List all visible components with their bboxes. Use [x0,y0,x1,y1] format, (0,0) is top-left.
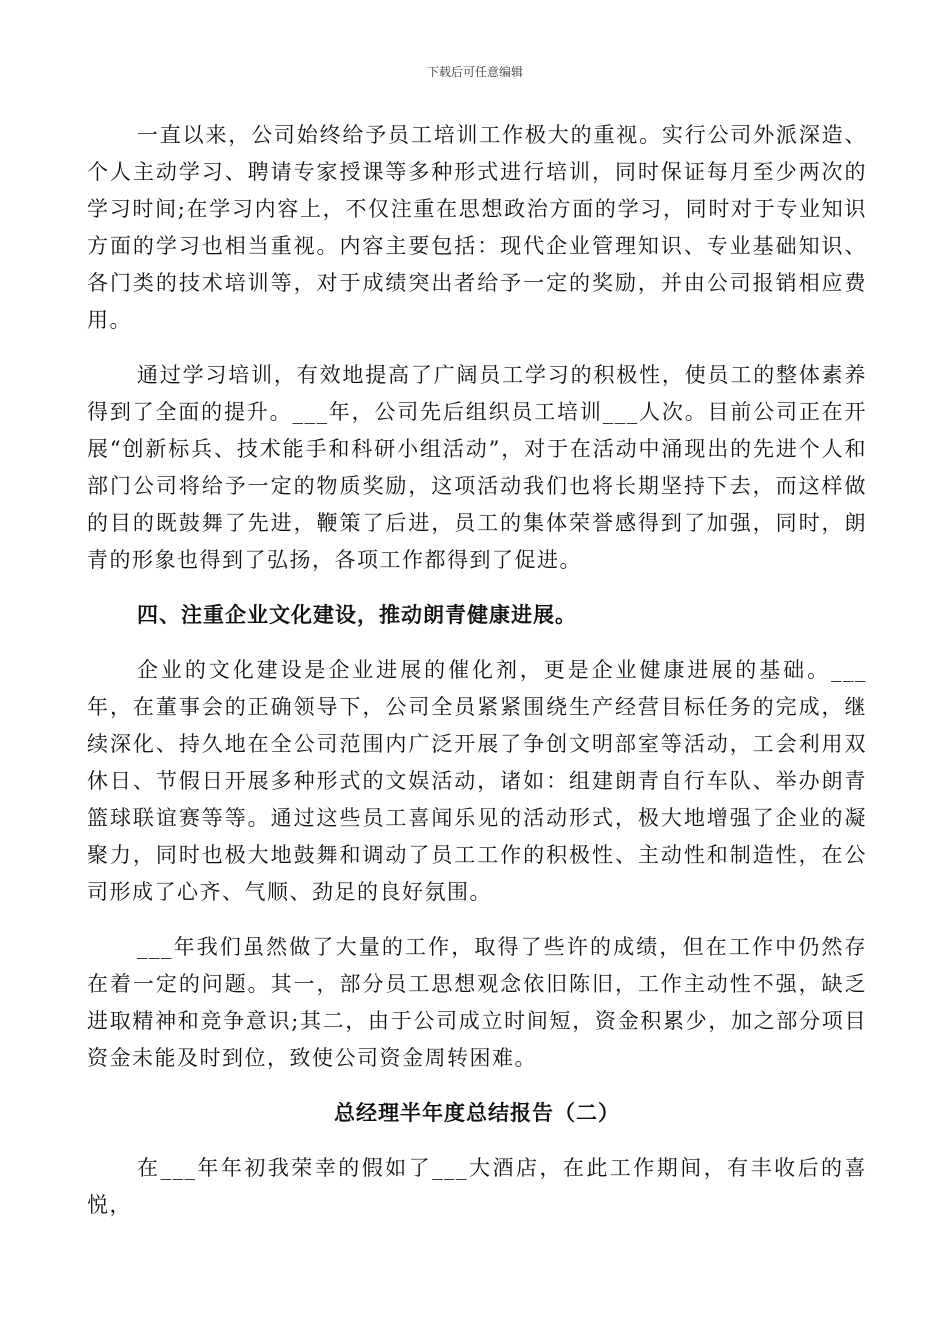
paragraph-training: 一直以来，公司始终给予员工培训工作极大的重视。实行公司外派深造、个人主动学习、聘请专家授课等多种形式进行培训，同时保证每月至少两次的学习时间;在学习内容上，不仅注重在思想政治方面的学习，同时对于专业知识方面的学习也相当重视。内容主要包括：现代企业管理知识、专业基础知识、各门类的技术培训等，对于成绩突出者给予一定的奖励，并由公司报销相应费用。 [87,123,867,332]
document-body [87,117,867,1242]
section-heading-culture: 四、注重企业文化建设，推动朗青健康进展。 [137,603,577,627]
document-title: 总经理半年度总结报告（二） [334,1101,620,1125]
paragraph-training-results: 通过学习培训，有效地提高了广阔员工学习的积极性，使员工的整体素养得到了全面的提升。___年，公司先后组织员工培训___人次。目前公司正在开展“创新标兵、技术能手和科研小组活动”，对于在活动中涌现出的先进个人和部门公司将给予一定的物质奖励，这项活动我们也将长期坚持下去，而这样做的目的既鼓舞了先进，鞭策了后进，员工的集体荣誉感得到了加强，同时，朗青的形象也得到了弘扬，各项工作都得到了促进。 [87,363,867,572]
page-header-note: 下载后可任意编辑 [426,65,523,79]
paragraph-intro-two: 在___年年初我荣幸的假如了___大酒店，在此工作期间，有丰收后的喜悦， [87,1156,867,1217]
paragraph-culture: 企业的文化建设是企业进展的催化剂，更是企业健康进展的基础。___年，在董事会的正确领导下，公司全员紧紧围绕生产经营目标任务的完成，继续深化、持久地在全公司范围内广泛开展了争创文明部室等活动，工会利用双休日、节假日开展多种形式的文娱活动，诸如：组建朗青自行车队、举办朗青篮球联谊赛等等。通过这些员工喜闻乐见的活动形式，极大地增强了企业的凝聚力，同时也极大地鼓舞和调动了员工工作的积极性、主动性和制造性，在公司形成了心齐、气顺、劲足的良好氛围。 [87,658,867,904]
paragraph-problems: ___年我们虽然做了大量的工作，取得了些许的成绩，但在工作中仍然存在着一定的问题。其一，部分员工思想观念依旧陈旧，工作主动性不强，缺乏进取精神和竞争意识;其二，由于公司成立时间短，资金积累少，加之部分项目资金未能及时到位，致使公司资金周转困难。 [87,935,867,1070]
